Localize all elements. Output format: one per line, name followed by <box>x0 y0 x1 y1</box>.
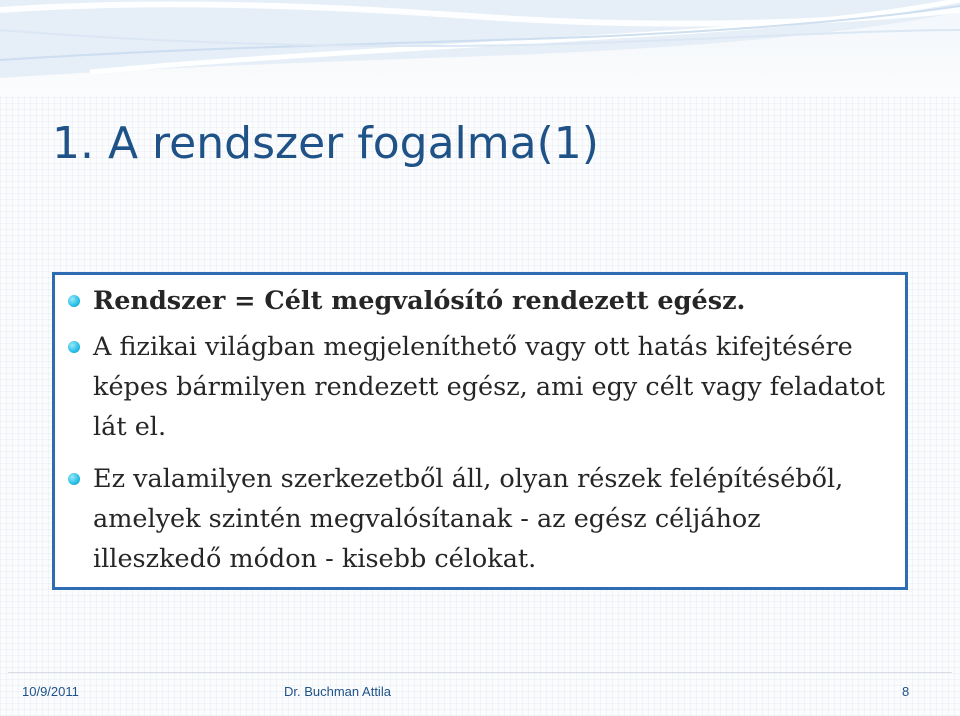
footer-author: Dr. Buchman Attila <box>284 684 391 699</box>
content-box <box>52 272 908 590</box>
bullet-item-3 <box>55 459 895 579</box>
bullet-text: Ez valamilyen szerkezetből áll, olyan részek felépítéséből, amelyek szintén megvalósítanak - az egész céljához illeszkedő módon - kisebb célokat. <box>93 464 844 574</box>
footer-divider <box>8 672 952 673</box>
bullet-text: A fizikai világban megjeleníthető vagy ott hatás kifejtésére képes bármilyen rendezett egész, ami egy célt vagy feladatot lát el. <box>93 332 886 442</box>
slide-title: 1. A rendszer fogalma(1) <box>52 118 599 169</box>
bullet-text: Rendszer = Célt megvalósító rendezett egész. <box>93 286 746 316</box>
bullet-item-1 <box>55 281 895 321</box>
bullet-dot-icon <box>68 295 80 307</box>
bullet-dot-icon <box>68 473 80 485</box>
footer-page-number: 8 <box>902 684 910 699</box>
wave-decoration <box>0 0 960 96</box>
bullet-dot-icon <box>68 341 80 353</box>
footer-date: 10/9/2011 <box>22 684 79 699</box>
header-banner <box>0 0 960 96</box>
bullet-item-2 <box>55 327 895 447</box>
